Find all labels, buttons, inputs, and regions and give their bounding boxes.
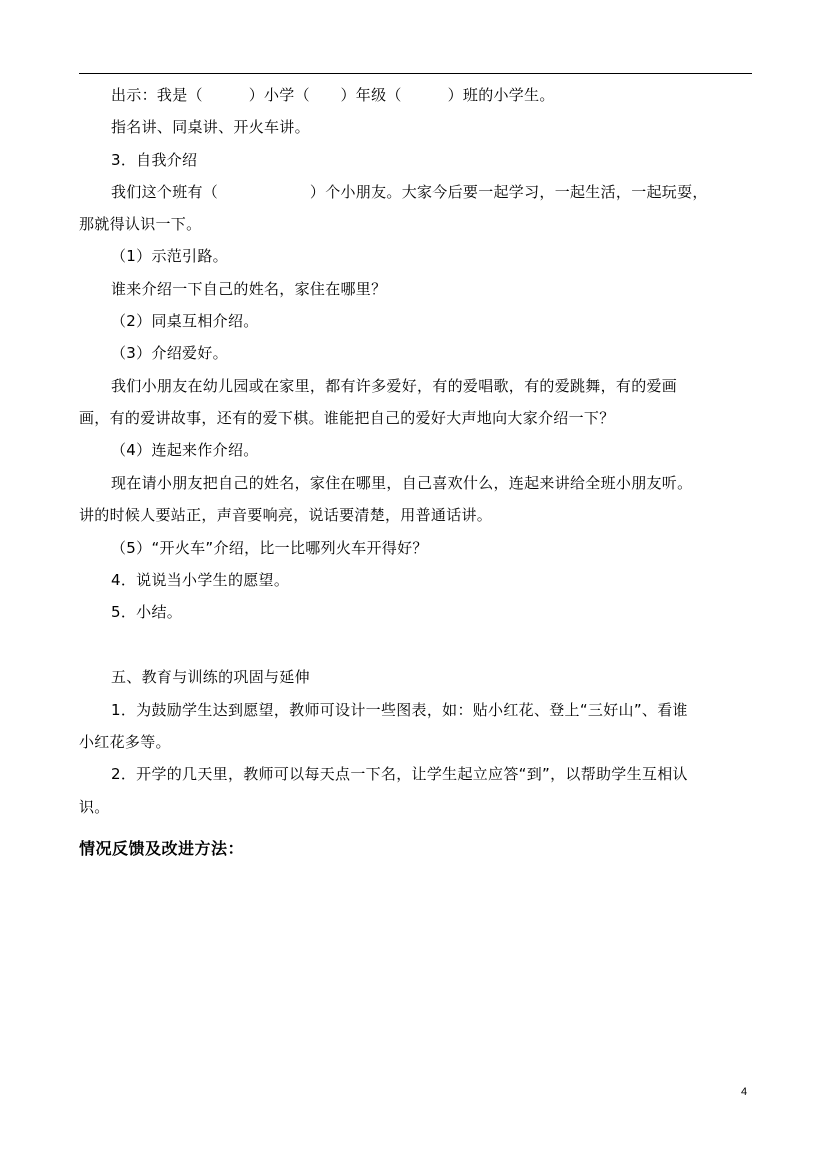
list-item: （2）同桌互相介绍。 <box>111 312 259 330</box>
paragraph-line: 画，有的爱讲故事，还有的爱下棋。谁能把自己的爱好大声地向大家介绍一下？ <box>79 409 615 427</box>
paragraph-line: 那就得认识一下。 <box>79 215 202 233</box>
header-rule <box>79 73 752 74</box>
list-item: （3）介绍爱好。 <box>111 344 228 362</box>
paragraph-line: 我们这个班有（ ）个小朋友。大家今后要一起学习，一起生活，一起玩耍， <box>111 183 708 201</box>
chapter-heading: 五、教育与训练的巩固与延伸 <box>111 668 310 686</box>
list-item: （5）“开火车”介绍，比一比哪列火车开得好？ <box>111 539 428 557</box>
paragraph-line: 识。 <box>79 798 110 816</box>
section-heading: 5．小结。 <box>111 603 183 621</box>
list-item: （4）连起来作介绍。 <box>111 441 259 459</box>
paragraph-line: 我们小朋友在幼儿园或在家里，都有许多爱好，有的爱唱歌，有的爱跳舞，有的爱画 <box>111 377 678 395</box>
section-heading: 3．自我介绍 <box>111 151 198 169</box>
paragraph-line: 谁来介绍一下自己的姓名，家住在哪里？ <box>111 280 387 298</box>
page-number: 4 <box>741 1086 748 1098</box>
section-heading: 4．说说当小学生的愿望。 <box>111 571 290 589</box>
feedback-heading: 情况反馈及改进方法： <box>79 839 245 858</box>
paragraph-line: 现在请小朋友把自己的姓名，家住在哪里，自己喜欢什么，连起来讲给全班小朋友听。 <box>111 474 693 492</box>
list-item: （1）示范引路。 <box>111 247 228 265</box>
paragraph-line: 2．开学的几天里，教师可以每天点一下名，让学生起立应答“到”，以帮助学生互相认 <box>111 765 688 783</box>
paragraph-line: 小红花多等。 <box>79 733 171 751</box>
paragraph-line: 1．为鼓励学生达到愿望，教师可设计一些图表，如：贴小红花、登上“三好山”、看谁 <box>111 701 688 719</box>
paragraph-line: 指名讲、同桌讲、开火车讲。 <box>111 118 310 136</box>
paragraph-line: 出示：我是（ ）小学（ ）年级（ ）班的小学生。 <box>111 86 555 104</box>
paragraph-line: 讲的时候人要站正，声音要响亮，说话要清楚，用普通话讲。 <box>79 506 493 524</box>
